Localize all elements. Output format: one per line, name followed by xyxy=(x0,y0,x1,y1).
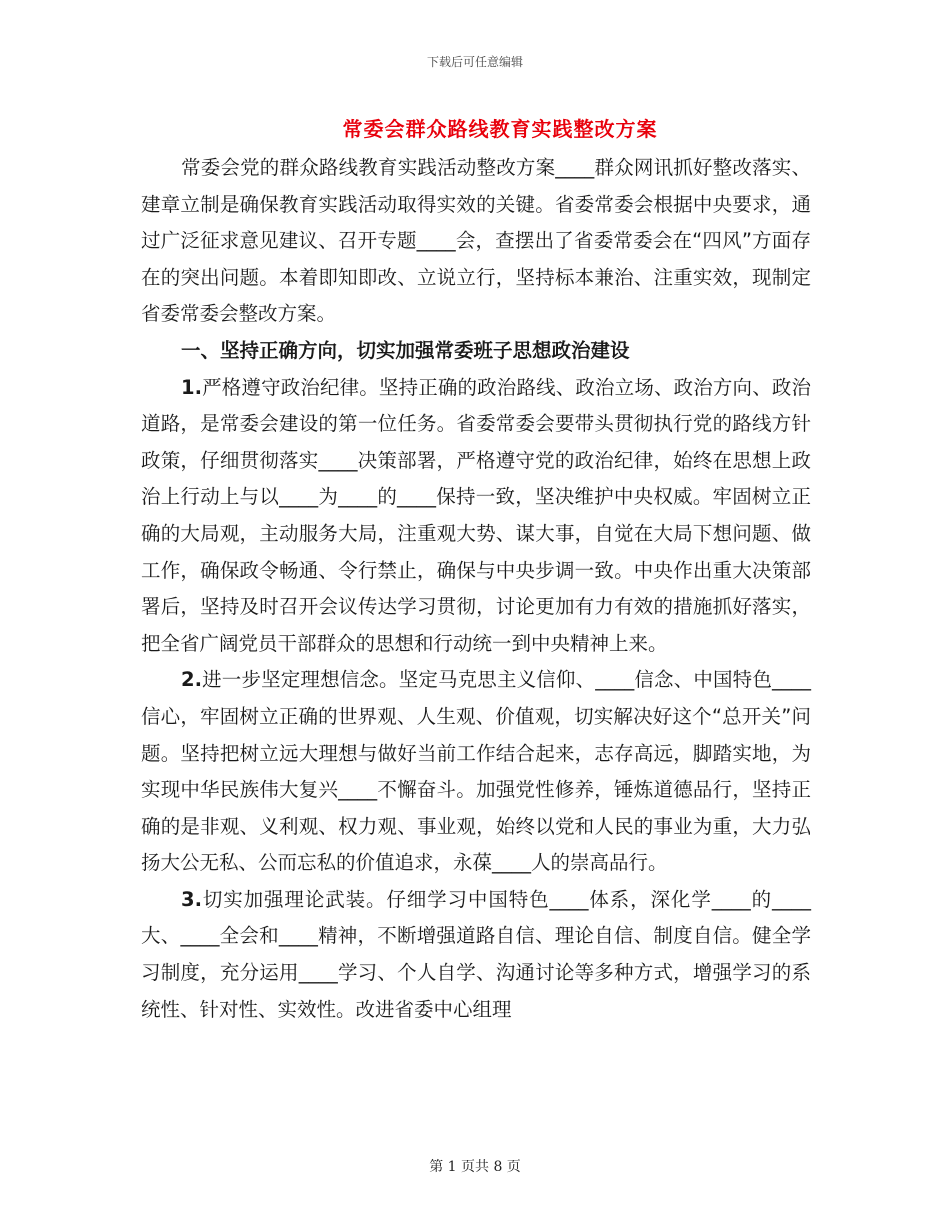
item-text: 进一步坚定理想信念。坚定马克思主义信仰、____信念、中国特色____信心，牢固树立正确的世界观、人生观、价值观，切实解决好这个“总开关”问题。坚持把树立远大理想与做好当前工作结合起来，志存高远，脚踏实地，为实现中华民族伟大复兴____不懈奋斗。加强党性修养，锤炼道德品行，坚持正确的是非观、义利观、权力观、事业观，始终以党和人民的事业为重，大力弘扬大公无私、公而忘私的价值追求，永葆____人的崇高品行。 xyxy=(141,668,811,875)
section-heading: 一、坚持正确方向，切实加强常委班子思想政治建设 xyxy=(181,338,630,362)
item-number: 2. xyxy=(181,668,202,692)
header-note: 下载后可任意编辑 xyxy=(426,55,523,69)
list-item xyxy=(141,370,811,663)
list-item xyxy=(141,662,811,882)
list-item xyxy=(141,882,811,1028)
page-footer: 第 1 页共 8 页 xyxy=(429,1159,521,1175)
document-body xyxy=(141,150,811,1028)
item-text: 切实加强理论武装。仔细学习中国特色____体系，深化学____的____大、____全会和____精神，不断增强道路自信、理论自信、制度自信。健全学习制度，充分运用____学习、个人自学、沟通讨论等多种方式，增强学习的系统性、针对性、实效性。改进省委中心组理 xyxy=(141,887,811,1021)
intro-paragraph: 常委会党的群众路线教育实践活动整改方案____群众网讯抓好整改落实、建章立制是确保教育实践活动取得实效的关键。省委常委会根据中央要求，通过广泛征求意见建议、召开专题____会，查摆出了省委常委会在“四风”方面存在的突出问题。本着即知即改、立说立行，坚持标本兼治、注重实效，现制定省委常委会整改方案。 xyxy=(141,156,811,326)
item-number: 1. xyxy=(181,375,202,399)
item-number: 3. xyxy=(181,887,202,911)
document-title: 常委会群众路线教育实践整改方案 xyxy=(342,117,658,141)
item-text: 严格遵守政治纪律。坚持正确的政治路线、政治立场、政治方向、政治道路，是常委会建设的第一位任务。省委常委会要带头贯彻执行党的路线方针政策，仔细贯彻落实____决策部署，严格遵守党的政治纪律，始终在思想上政治上行动上与以____为____的____保持一致，坚决维护中央权威。牢固树立正确的大局观，主动服务大局，注重观大势、谋大事，自觉在大局下想问题、做工作，确保政令畅通、令行禁止，确保与中央步调一致。中央作出重大决策部署后，坚持及时召开会议传达学习贯彻，讨论更加有力有效的措施抓好落实，把全省广阔党员干部群众的思想和行动统一到中央精神上来。 xyxy=(141,375,811,655)
